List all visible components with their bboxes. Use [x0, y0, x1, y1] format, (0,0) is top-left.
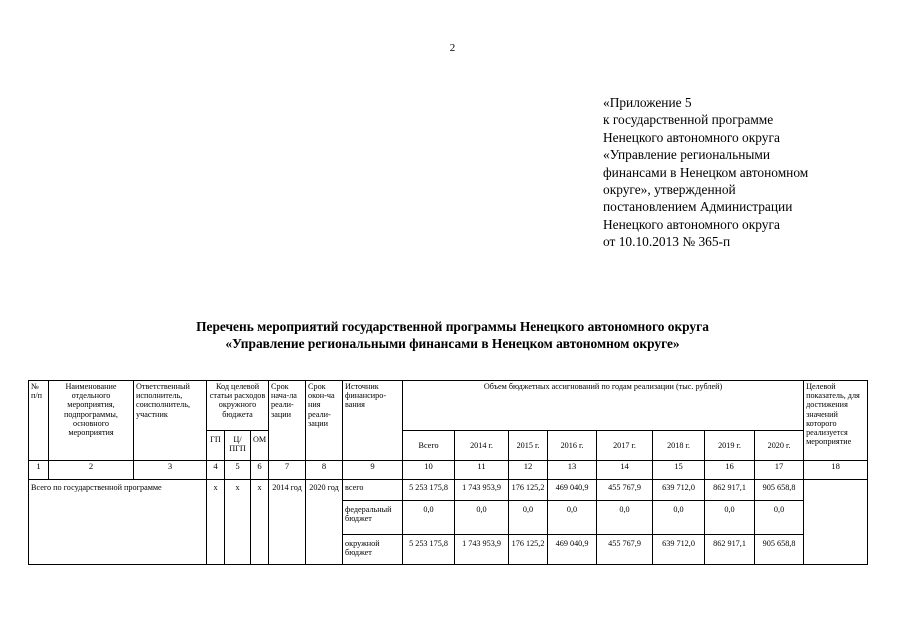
column-number: 8: [306, 461, 343, 480]
column-number: 16: [705, 461, 755, 480]
value-cell: 862 917,1: [705, 535, 755, 565]
table-row: [29, 480, 868, 501]
value-cell: 176 125,2: [509, 480, 548, 501]
header-code-gp: ГП: [207, 431, 225, 461]
value-cell: 469 040,9: [548, 535, 597, 565]
header-code-cpgp: Ц/ПГП: [225, 431, 251, 461]
column-number: 5: [225, 461, 251, 480]
header-source: Источник финансиро-вания: [343, 381, 403, 461]
column-number: 14: [597, 461, 653, 480]
header-start: Срок нача-ла реали-зации: [269, 381, 306, 461]
value-cell: 0,0: [455, 501, 509, 535]
activities-table: [28, 380, 868, 565]
appendix-line: финансами в Ненецком автономном: [603, 164, 809, 180]
header-year-2017: 2017 г.: [597, 431, 653, 461]
program-cpgp: х: [225, 480, 251, 565]
appendix-line: округе», утвержденной: [603, 182, 736, 198]
header-target: Целевой показатель, для достижения значений которого реализуется мероприятие: [804, 381, 868, 461]
program-start: 2014 год: [269, 480, 306, 565]
value-cell: 639 712,0: [653, 480, 705, 501]
header-name: Наименование отдельного мероприятия, подпрограммы, основного мероприятия: [49, 381, 134, 461]
value-cell: 1 743 953,9: [455, 480, 509, 501]
appendix-line: Ненецкого автономного округа: [603, 129, 780, 145]
header-year-2018: 2018 г.: [653, 431, 705, 461]
column-number: 6: [251, 461, 269, 480]
header-year-2015: 2015 г.: [509, 431, 548, 461]
header-num: № п/п: [29, 381, 49, 461]
value-cell: 0,0: [548, 501, 597, 535]
appendix-line: к государственной программе: [603, 112, 774, 128]
value-cell: 0,0: [509, 501, 548, 535]
value-cell: 176 125,2: [509, 535, 548, 565]
header-year-total: Всего: [403, 431, 455, 461]
column-number: 4: [207, 461, 225, 480]
value-cell: 5 253 175,8: [403, 480, 455, 501]
program-name: Всего по государственной программе: [29, 480, 207, 565]
source-cell: окружной бюджет: [343, 535, 403, 565]
value-cell: 1 743 953,9: [455, 535, 509, 565]
source-cell: федеральный бюджет: [343, 501, 403, 535]
appendix-line: от 10.10.2013 № 365-п: [603, 234, 731, 250]
column-number: 9: [343, 461, 403, 480]
header-code: Код целевой статьи расходов окружного бюджета: [207, 381, 269, 431]
value-cell: 0,0: [705, 501, 755, 535]
column-number-row: [29, 461, 868, 480]
value-cell: 905 658,8: [755, 480, 804, 501]
header-volume: Объем бюджетных ассигнований по годам реализации (тыс. рублей): [403, 381, 804, 431]
appendix-line: «Приложение 5: [603, 95, 692, 110]
program-end: 2020 год: [306, 480, 343, 565]
appendix-line: Ненецкого автономного округа: [603, 216, 780, 232]
title-line-2: «Управление региональными финансами в Ненецком автономном округе»: [225, 336, 680, 351]
column-number: 2: [49, 461, 134, 480]
header-year-2014: 2014 г.: [455, 431, 509, 461]
value-cell: 0,0: [403, 501, 455, 535]
appendix-line: постановлением Администрации: [603, 199, 793, 215]
column-number: 18: [804, 461, 868, 480]
value-cell: 0,0: [653, 501, 705, 535]
appendix-block: [603, 94, 808, 251]
value-cell: 455 767,9: [597, 535, 653, 565]
column-number: 17: [755, 461, 804, 480]
appendix-line: «Управление региональными: [603, 147, 771, 163]
program-om: х: [251, 480, 269, 565]
header-year-2019: 2019 г.: [705, 431, 755, 461]
value-cell: 455 767,9: [597, 480, 653, 501]
column-number: 15: [653, 461, 705, 480]
header-executor: Ответственный исполнитель, соисполнитель, участник: [134, 381, 207, 461]
document-title: [0, 318, 905, 352]
header-code-om: ОМ: [251, 431, 269, 461]
column-number: 3: [134, 461, 207, 480]
header-year-2016: 2016 г.: [548, 431, 597, 461]
column-number: 7: [269, 461, 306, 480]
column-number: 11: [455, 461, 509, 480]
value-cell: 5 253 175,8: [403, 535, 455, 565]
title-line-1: Перечень мероприятий государственной программы Ненецкого автономного округа: [196, 319, 709, 334]
value-cell: 469 040,9: [548, 480, 597, 501]
column-number: 12: [509, 461, 548, 480]
source-cell: всего: [343, 480, 403, 501]
column-number: 13: [548, 461, 597, 480]
value-cell: 862 917,1: [705, 480, 755, 501]
value-cell: 0,0: [755, 501, 804, 535]
header-end: Срок окон-ча ния реали-зации: [306, 381, 343, 461]
header-year-2020: 2020 г.: [755, 431, 804, 461]
target-cell: [804, 480, 868, 565]
value-cell: 639 712,0: [653, 535, 705, 565]
value-cell: 905 658,8: [755, 535, 804, 565]
value-cell: 0,0: [597, 501, 653, 535]
page-number: 2: [449, 42, 456, 54]
program-gp: х: [207, 480, 225, 565]
column-number: 10: [403, 461, 455, 480]
column-number: 1: [29, 461, 49, 480]
